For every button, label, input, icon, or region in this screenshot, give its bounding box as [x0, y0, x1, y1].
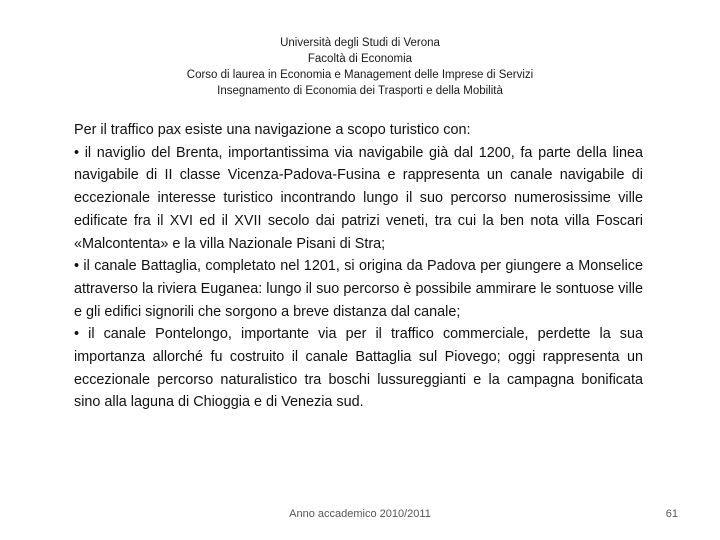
slide-header: [0, 35, 720, 99]
slide-body: [74, 119, 643, 414]
faculty-name: Facoltà di Economia: [307, 53, 413, 65]
teaching-name: Insegnamento di Economia dei Trasporti e della Mobilità: [217, 85, 503, 97]
bullet-canale-battaglia: • il canale Battaglia, completato nel 1201, si origina da Padova per giungere a Monselice attraverso la riviera Euganea: lungo il suo percorso è possibile ammirare le sontuose ville e gli edifici signorili che sorgono a breve distanza dal canale;: [74, 258, 643, 320]
course-name: Corso di laurea in Economia e Management delle Imprese di Servizi: [186, 69, 534, 81]
intro-text: Per il traffico pax esiste una navigazione a scopo turistico con:: [74, 122, 471, 138]
bullet-canale-pontelongo: • il canale Pontelongo, importante via per il traffico commerciale, perdette la sua importanza allorché fu costruito il canale Battaglia sul Piovego; oggi rappresenta un eccezionale percorso naturalistico tra boschi lussureggianti e la campagna bonificata sino alla laguna di Chioggia e di Venezia sud.: [74, 326, 643, 411]
university-name: Università degli Studi di Verona: [280, 37, 440, 49]
academic-year: Anno accademico 2010/2011: [289, 508, 431, 520]
bullet-naviglio-brenta: • il naviglio del Brenta, importantissima via navigabile già dal 1200, fa parte della linea navigabile di II classe Vicenza-Padova-Fusina e rappresenta un canale navigabile di eccezionale interesse turistico incontrando lungo il suo percorso numerosissime ville edificate fra il XVI ed il XVII secolo dai patrizi veneti, tra cui la ben nota villa Foscari «Malcontenta» e la villa Nazionale Pisani di Stra;: [74, 144, 643, 252]
page-number: 61: [665, 508, 678, 520]
